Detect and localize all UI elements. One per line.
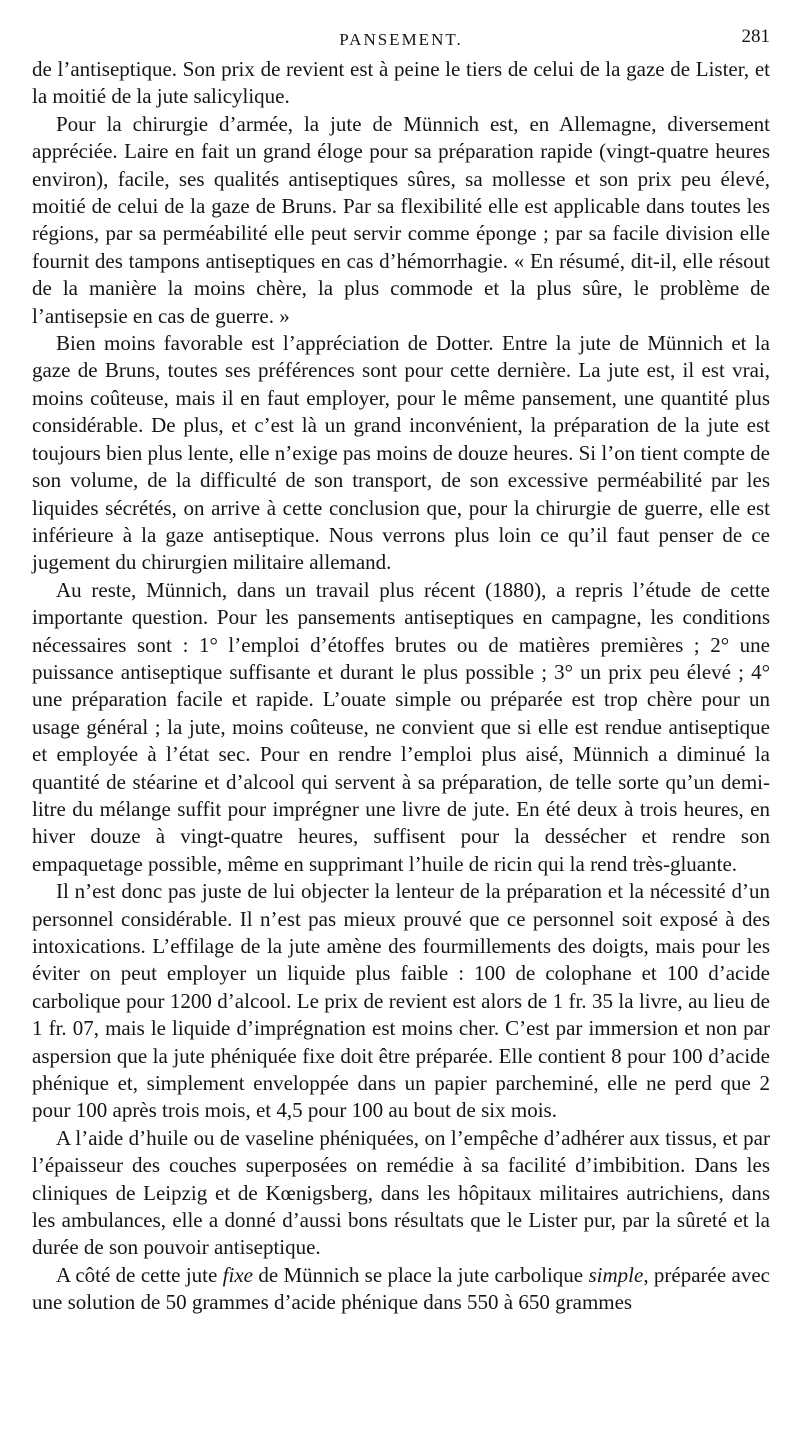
paragraph-dotter: Bien moins favorable est l’appréciation de Dotter. Entre la jute de Münnich et la gaze de Bruns, toutes ses préférences sont pour cette dernière. La jute est, il est vrai, moins coûteuse, mais il en faut employer, pour le même pansement, une quantité plus considérable. De plus, et c’est là un grand inconvénient, la préparation de la jute est toujours bien plus lente, elle n’exige pas moins de douze heures. Si l’on tient compte de son volume, de la difficulté de son transport, de son excessive perméabilité par les liquides sécrétés, on arrive à cette conclusion que, pour la chirurgie de guerre, elle est inférieure à la gaze antiseptique. Nous verrons plus loin ce qu’il faut penser de ce jugement du chirurgien militaire allemand. [32,331,770,575]
emphasis-fixe: fixe [222,1262,253,1287]
paragraph-continuation: de l’antiseptique. Son prix de revient est à peine le tiers de celui de la gaze de Lister, et la moitié de la jute salicylique. [32,57,770,109]
paragraph-munnich-1880: Au reste, Münnich, dans un travail plus récent (1880), a repris l’étude de cette importante question. Pour les pansements antiseptiques en campagne, les conditions nécessaires sont : 1° l’emploi d’étoffes brutes ou de matières premières ; 2° une puissance antiseptique suffisante et durant le plus possible ; 3° un prix peu élevé ; 4° une préparation facile et rapide. L’ouate simple ou préparée est trop chère pour un usage général ; la jute, moins coûteuse, ne convient que si elle est rendue antiseptique et employée à l’état sec. Pour en rendre l’emploi plus aisé, Münnich a diminué la quantité de stéarine et d’alcool qui servent à sa préparation, de telle sorte qu’un demi-litre du mélange suffit pour imprégner une livre de jute. En été deux à trois heures, en hiver douze à vingt-quatre heures, suffisent pour la dessécher et rendre son empaquetage possible, même en supprimant l’huile de ricin qui la rend très-gluante. [32,577,770,876]
paragraph-preparation: Il n’est donc pas juste de lui objecter la lenteur de la préparation et la nécessité d’un personnel considérable. Il n’est pas mieux prouvé que ce personnel soit exposé à des intoxications. L’effilage de la jute amène des fourmillements des doigts, mais pour les éviter on peut employer un liquide plus faible : 100 de colophane et 100 d’acide carbolique pour 1200 d’alcool. Le prix de revient est alors de 1 fr. 35 la livre, au lieu de 1 fr. 07, mais le liquide d’imprégnation est moins cher. C’est par immersion et non par aspersion que la jute phéniquée fixe doit être préparée. Elle contient 8 pour 100 d’acide phénique et, simplement enveloppée dans un papier parcheminé, elle ne perd que 2 pour 100 après trois mois, et 4,5 pour 100 au bout de six mois. [32,879,770,1123]
emphasis-simple: simple [588,1262,644,1287]
body-text [32,56,770,1317]
page [32,26,770,1317]
page-number: 281 [741,26,770,47]
paragraph-jute-carbolique [32,1262,770,1317]
text-segment: , préparée avec une solution de 50 grammes d’acide phénique dans 550 à 650 grammes [32,1262,770,1315]
page-header [32,26,770,56]
text-segment: A côté de cette jute [56,1262,223,1287]
paragraph-huile-vaseline: A l’aide d’huile ou de vaseline phéniquées, on l’empêche d’adhérer aux tissus, et par l’épaisseur des couches superposées on remédie à sa facilité d’imbibition. Dans les cliniques de Leipzig et de Kœnigsberg, dans les hôpitaux militaires autrichiens, dans les ambulances, elle a donné d’aussi bons résultats que le Lister pur, par la sûreté et la durée de son pouvoir antiseptique. [32,1125,770,1260]
paragraph-laire: Pour la chirurgie d’armée, la jute de Münnich est, en Allemagne, diversement appréciée. Laire en fait un grand éloge pour sa préparation rapide (vingt-quatre heures environ), facile, ses qualités antiseptiques sûres, sa mollesse et son prix peu élevé, moitié de celui de la gaze de Bruns. Par sa flexibilité elle est applicable dans toutes les régions, par sa perméabilité elle peut servir comme éponge ; par sa facile division elle fournit des tampons antiseptiques en cas d’hémorrhagie. « En résumé, dit-il, elle résout de la manière la moins chère, la plus commode et la plus sûre, le problème de l’antisepsie en cas de guerre. » [32,111,770,328]
text-segment: de Münnich se place la jute carbolique [252,1262,589,1287]
running-title: PANSEMENT. [339,30,463,49]
